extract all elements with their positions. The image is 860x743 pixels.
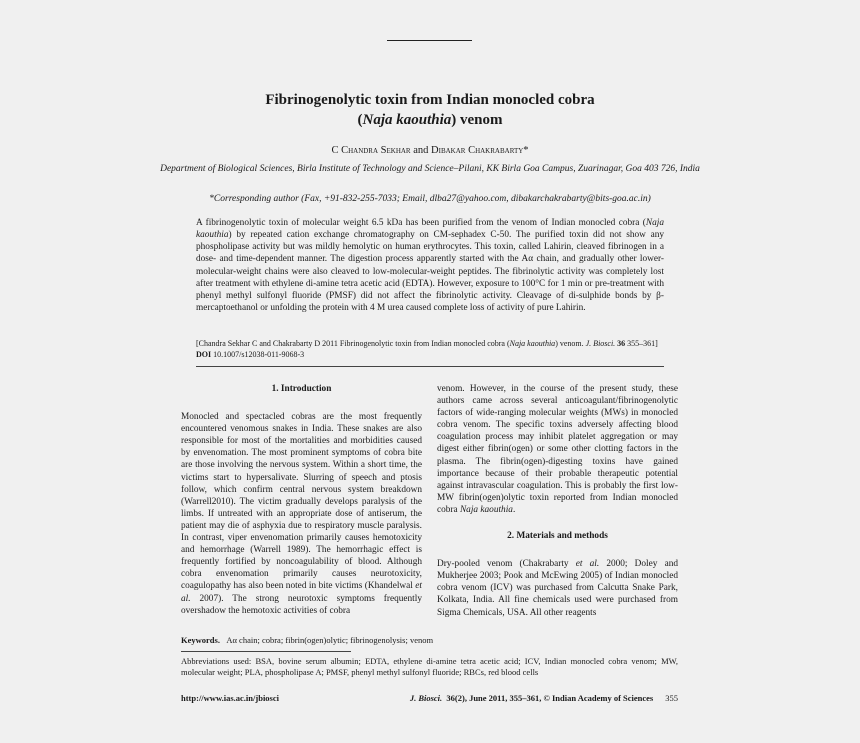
keywords-label: Keywords. [181,635,220,645]
citation-block [196,338,664,360]
author-1: C Chandra Sekhar [331,145,411,156]
right-column [437,383,678,619]
ref-warrell-2010[interactable]: 2010 [211,496,231,507]
intro-text-4: ). The strong neurotoxic symptoms frequently overshadow the hemotoxic activities of cobra [181,593,422,616]
ref-pook-2005[interactable]: 2005 [580,571,600,582]
ref-etal-2: et al. [575,559,600,570]
intro-paragraph [181,411,422,617]
citation-journal: J. Biosci. [585,339,616,348]
keywords-text: Aα chain; cobra; fibrin(ogen)olytic; fibrinogenolysis; venom [226,635,434,645]
left-column [181,383,422,617]
abstract-species: Naja kaouthia [196,218,664,241]
citation-text-1: [Chandra Sekhar C and Chakrabarty D 2011 Fibrinogenolytic toxin from Indian monocled cobra ( [196,339,510,348]
continuation-species: Naja kaouthia [459,504,513,515]
abbreviations: Abbreviations used: BSA, bovine serum albumin; EDTA, ethylene di-amine tetra acetic acid; ICV, Indian monocled cobra venom; MW, molecular weight; PLA, phospholipase A; PMSF, phenyl methyl sulfonyl fluoride; RBCs, red blood cells [181,656,678,677]
footer-info [410,693,678,703]
title-species: Naja kaouthia [362,112,452,128]
ref-year-2: 2000 [599,559,625,570]
abstract-text [196,217,664,314]
abstract-part-2: ) by repeated cation exchange chromatography on CM-sephadex C-50. The purified toxin did not show any phospholipase activity but was mildly hemolytic on human erythrocytes. This toxin, called Lahirin, cleaved fibrinogen in a dose- and time-dependent manner. The digestion process apparently started with the Aα chain, and gradually other lower-molecular-weight chains were also cleaved to low-molecular-weight peptides. The fibrinolytic activity was completely lost after treatment with ethylene di-amine tetra acetic acid (EDTA). However, exposure to 100°C for 1 min or pre-treatment with phenyl methyl sulfonyl fluoride (PMSF) did not affect the fibrinolytic activity. Cleavage of di-sulphide bonds by β-mercaptoethanol or unfolding the protein with 4 M urea caused complete loss of activity of pure Lahirin. [196,230,664,314]
citation-volume: 36 [617,339,626,348]
ref-chakrabarty-2000[interactable] [576,559,625,569]
citation-species: Naja kaouthia [509,339,556,348]
paper-title [100,90,760,130]
citation-text-2: ) venom. [555,339,586,348]
citation-line [196,338,664,349]
header-rule [387,40,472,41]
doi-line [196,349,664,360]
abstract-rule [196,366,664,367]
intro-text-2: ). The victim gradually develops paralysis of the limbs. If untreated with an appropriate dose of antiserum, the patient may die of asphyxia due to respiratory muscle paralysis. In contrast, viper envenomation primarily causes hemotoxicity and hemorrhage (Warrell [181,496,422,556]
citation-pages: 355–361] [627,339,658,348]
section-heading-introduction: 1. Introduction [271,384,332,394]
author-and: and [413,145,429,156]
doi-link[interactable]: 10.1007/s12038-011-9068-3 [213,350,305,359]
continuation-end: . [512,504,516,515]
methods-text-2: ; Doley and Mukherjee [437,559,678,582]
ref-warrell-1989[interactable]: 1989 [286,545,306,556]
author-list [100,145,760,156]
methods-text-1: Dry-pooled venom (Chakrabarty [437,559,576,570]
keywords [181,635,678,645]
title-line-1: Fibrinogenolytic toxin from Indian monocled cobra [265,92,595,108]
intro-text-1: Monocled and spectacled cobras are the most frequently encountered venomous snakes in India. These snakes are also responsible for most of the mortalities and morbidities caused by envenomation. The most prominent symptoms of cobra bite are those involving the nervous system. Within a short time, the victims start to hypersalivate. Slurring of speech and ptosis follow, which confirm central nervous system breakdown (Warrell [181,412,422,507]
journal-url-link[interactable]: http://www.ias.ac.in/jbiosci [181,693,279,703]
ref-year: 2007 [190,593,219,604]
page-number: 355 [665,693,678,703]
continuation-text: venom. However, in the course of the present study, these authors came across several anticoagulant/fibrinogenolytic factors of wide-ranging molecular weights (MWs) in monocled cobra venom. The specific toxins adversely affecting blood coagulation process may inhibit platelet aggregation or may digest either fibrin(ogen) or some other clotting factors in the plasma. The fibrin(ogen)-digesting toxins have gained importance because of their probable therapeutic potential against intravascular coagulation. This is probably the first low-MW fibrin(ogen)olytic toxin reported from Indian monocled cobra [437,384,678,515]
title-rest: ) venom [451,112,503,128]
doi-label: DOI [196,350,212,359]
abstract [196,217,664,314]
methods-text-4: ) of Indian monocled cobra venom (ICV) was purchased from Calcutta Snake Park, Kolkata, India. All fine chemicals used were purchased from Sigma Chemicals, USA. All other reagents [437,571,678,618]
methods-paragraph [437,558,678,618]
corresponding-author: *Corresponding author (Fax, +91-832-255-7033; Email, dlba27@yahoo.com, dibakarchakrabarty@bits-goa.ac.in) [209,194,651,204]
title-line-2 [100,110,760,130]
methods-text-3: ; Pook and McEwing [498,571,581,582]
author-2: Dibakar Chakrabarty* [431,145,529,156]
footer-journal: J. Biosci. [409,693,443,703]
intro-continuation [437,383,678,516]
ref-doley-2003[interactable]: 2003 [479,571,499,582]
ref-etal: et al. [181,581,422,604]
affiliation: Department of Biological Sciences, Birla Institute of Technology and Science–Pilani, KK Birla Goa Campus, Zuarinagar, Goa 403 726, India [160,164,700,174]
abstract-part-1: A fibrinogenolytic toxin of molecular weight 6.5 kDa has been purified from the venom of Indian monocled cobra ( [196,218,646,228]
footnote-rule [181,651,351,652]
section-heading-methods: 2. Materials and methods [507,531,608,542]
title-paren: ( [357,112,363,128]
footer-issue: 36(2), June 2011, 355–361, © Indian Academy of Sciences [446,693,654,703]
intro-text-3: ). The hemorrhagic effect is frequently fortified by noncoagulability of blood. Although cobra envenomation primarily causes neurotoxicity, coagulopathy has also been noted in bite victims (Khandelwal [181,545,422,592]
